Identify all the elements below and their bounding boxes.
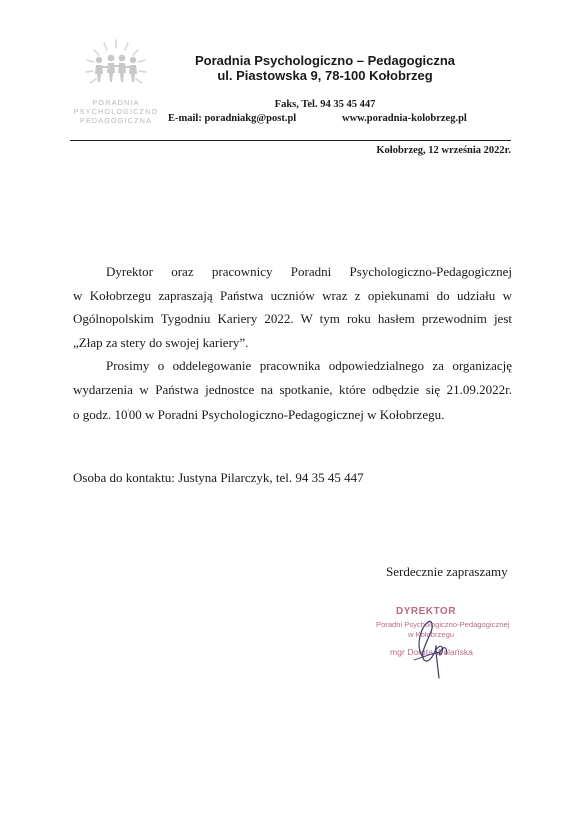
institution-email: E-mail: poradniakg@post.pl [168,113,297,124]
paragraph-line: Dyrektor oraz pracownicy Poradni Psychologiczno-Pedagogicznej [106,264,512,279]
paragraph-line [73,401,512,427]
handwritten-signature [410,616,460,680]
stamp-city: w Kołobrzegu [408,630,455,639]
institution-logo [60,38,172,134]
institution-name: Poradnia Psychologiczno – Pedagogiczna [194,53,456,68]
paragraph-invitation [73,260,512,354]
paragraph-line: wydarzenia w Państwa jednostce na spotkanie, które odbędzie się 21.09.2022r. [73,381,512,397]
stamp-title: DYREKTOR [396,606,456,617]
institution-website: www.poradnia-kolobrzeg.pl [342,113,467,124]
logo-line-1: PORADNIA [92,98,140,107]
children-holding-hands-icon [82,38,150,96]
stamp-director-name: mgr Dorota Wolańska [390,647,473,657]
contact-person: Osoba do kontaktu: Justyna Pilarczyk, tel. 94 35 45 447 [73,470,364,485]
paragraph-line: Prosimy o oddelegowanie pracownika odpowiedzialnego za organizację [106,358,512,373]
meeting-time-hour: o godz. 10 [73,407,128,422]
institution-address: ul. Piastowska 9, 78-100 Kołobrzeg [217,68,433,83]
logo-text [60,98,172,125]
meeting-time-rest: 00 w Poradni Psychologiczno-Pedagogicznej w Kołobrzegu. [128,407,445,422]
paragraph-request [73,354,512,427]
header-divider [70,140,511,141]
logo-line-3: PEDAGOGICZNA [79,116,153,125]
paragraph-line: Ogólnopolskim Tygodniu Kariery 2022. W tym roku hasłem przewodnim jest [73,311,512,326]
closing-greeting: Serdecznie zapraszamy [386,564,508,579]
paragraph-line: „Złap za stery do swojej kariery”. [73,334,249,350]
letter-date: Kołobrzeg, 12 września 2022r. [376,145,511,156]
logo-line-2: PSYCHOLOGICZNO [73,107,159,116]
institution-phone: Faks, Tel. 94 35 45 447 [274,99,376,110]
meeting-time-mark: ⁱ [127,408,129,416]
paragraph-line: w Kołobrzegu zapraszają Państwa uczniów wraz z opiekunami do udziału w [73,287,512,303]
stamp-institution: Poradni Psychologiczno-Pedagogicznej [376,620,510,629]
